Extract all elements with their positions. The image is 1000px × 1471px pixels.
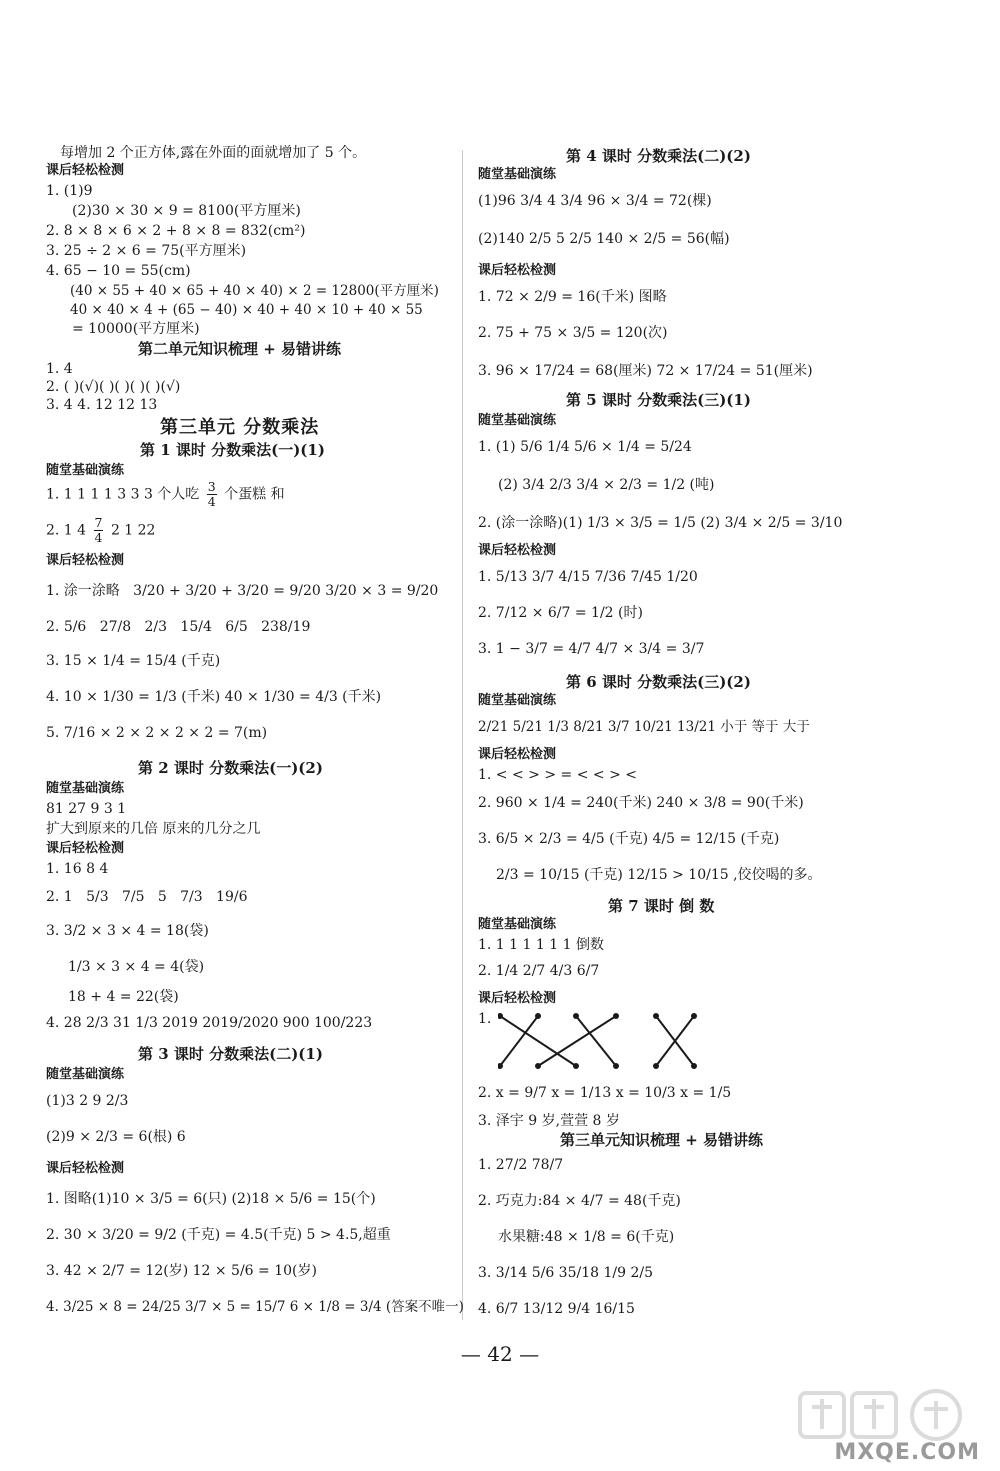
section-label: 随堂基础演练: [46, 463, 125, 478]
answer-text: 5/3: [86, 889, 109, 905]
answer-line: [46, 888, 247, 906]
section-label: 随堂基础演练: [478, 167, 557, 182]
answer-line: 3. 96 × 17/24 = 68(厘米) 72 × 17/24 = 51(厘米): [478, 363, 813, 379]
text-line: (40 × 55 + 40 × 65 + 40 × 40) × 2 = 12800(平方厘米): [70, 283, 439, 299]
answer-line: 2. (涂一涂略)(1) 1/3 × 3/5 = 1/5 (2) 3/4 × 2/5 = 3/10: [478, 515, 843, 531]
answer-line: 5. 7/16 × 2 × 2 × 2 × 2 = 7(m): [46, 725, 268, 741]
answer-line: 2. 巧克力:84 × 4/7 = 48(千克): [478, 1193, 681, 1209]
answer-line: [46, 480, 285, 509]
text-line: 1. (1)9: [46, 183, 93, 199]
text-line: = 10000(平方厘米): [72, 321, 200, 337]
text-line: 40 × 40 × 4 + (65 − 40) × 40 + 40 × 10 + 40 × 55: [70, 302, 423, 318]
answer-text: 1. 涂一涂略: [46, 583, 120, 599]
answer-line: 3. 15 × 1/4 = 15/4 (千克): [46, 653, 221, 669]
answer-line: (2) 3/4 2/3 3/4 × 2/3 = 1/2 (吨): [498, 477, 715, 493]
answer-line: 2/3 = 10/15 (千克) 12/15 > 10/15 ,佼佼喝的多。: [496, 867, 822, 883]
answer-text: 7/3: [180, 889, 203, 905]
column-divider: [462, 150, 463, 1320]
answer-text: 1. 1 1 1 1 3 3 3 个人吃: [46, 486, 200, 503]
text-line: 2. 8 × 8 × 6 × 2 + 8 × 8 = 832(cm²): [46, 223, 306, 239]
denominator: 4: [94, 530, 103, 545]
answer-line: 1. (1) 5/6 1/4 5/6 × 1/4 = 5/24: [478, 439, 692, 455]
answer-line: [46, 582, 438, 600]
lesson-heading: 第 1 课时 分数乘法(一)(1): [140, 441, 325, 459]
answer-text: 5/6: [63, 619, 87, 635]
answer-line: [46, 516, 155, 545]
answer-line: 3. 3/2 × 3 × 4 = 18(袋): [46, 923, 209, 939]
answer-line: 1. 5/13 3/7 4/15 7/36 7/45 1/20: [478, 569, 698, 585]
section-label: 课后轻松检测: [46, 841, 125, 856]
section-label: 课后轻松检测: [46, 163, 125, 178]
answer-text: 5: [157, 889, 167, 905]
section-label: 课后轻松检测: [46, 1161, 125, 1176]
answer-line: 2. 30 × 3/20 = 9/2 (千克) = 4.5(千克) 5 > 4.5,超重: [46, 1227, 391, 1243]
answer-text: 15/4: [180, 619, 212, 635]
text-line: 3. 4 4. 12 12 13: [46, 397, 158, 413]
answer-line: 18 + 4 = 22(袋): [68, 989, 179, 1005]
answer-line: 1. 图略(1)10 × 3/5 = 6(只) (2)18 × 5/6 = 15(个): [46, 1191, 376, 1207]
answer-text: 个蛋糕 和: [224, 486, 285, 503]
text-line: 1. 4: [46, 361, 73, 377]
answer-line: 4. 10 × 1/30 = 1/3 (千米) 40 × 1/30 = 4/3 (千米): [46, 689, 382, 705]
answer-line: 2. 75 + 75 × 3/5 = 120(次): [478, 325, 668, 341]
answer-line: 1. 16 8 4: [46, 861, 109, 877]
numerator: 3: [207, 479, 216, 494]
text-line: 4. 65 − 10 = 55(cm): [46, 263, 191, 279]
answer-text: 19/6: [216, 889, 248, 905]
unit-heading: 第三单元 分数乘法: [160, 417, 320, 438]
answer-line: 2/21 5/21 1/3 8/21 3/7 10/21 13/21 小于 等于 大于: [478, 719, 810, 735]
lesson-heading: 第 7 课时 倒 数: [608, 897, 715, 915]
answer-line: 1. < < > > = < < > <: [478, 767, 637, 783]
fraction: [207, 480, 217, 509]
answer-text: 2. 1: [46, 889, 73, 905]
denominator: 4: [207, 494, 216, 509]
answer-text: 3/20 + 3/20 + 3/20 = 9/20 3/20 × 3 = 9/20: [133, 583, 439, 599]
watermark-text: MXQE.COM: [834, 1440, 980, 1465]
answer-text: 2. 1 4: [46, 522, 87, 539]
answer-line: 2. 960 × 1/4 = 240(千米) 240 × 3/8 = 90(千米): [478, 795, 804, 811]
answer-line: 1. 27/2 78/7: [478, 1157, 564, 1173]
answer-line: (1)96 3/4 4 3/4 96 × 3/4 = 72(棵): [478, 193, 712, 209]
lesson-heading: 第 3 课时 分数乘法(二)(1): [138, 1045, 323, 1063]
answer-line: 1. 1 1 1 1 1 1 倒数: [478, 937, 604, 953]
answer-line: 4. 3/25 × 8 = 24/25 3/7 × 5 = 15/7 6 × 1/8 = 3/4 (答案不唯一): [46, 1299, 464, 1315]
answer-line: 扩大到原来的几倍 原来的几分之几: [46, 821, 261, 837]
text-line: 3. 25 ÷ 2 × 6 = 75(平方厘米): [46, 243, 247, 259]
section-label: 课后轻松检测: [478, 747, 557, 762]
text-line: (2)30 × 30 × 9 = 8100(平方厘米): [72, 203, 301, 219]
answer-text: 6/5: [225, 619, 248, 635]
answer-line: 3. 6/5 × 2/3 = 4/5 (千克) 4/5 = 12/15 (千克): [478, 831, 780, 847]
matching-diagram: [498, 1012, 738, 1072]
section-label: 课后轻松检测: [478, 543, 557, 558]
answer-line: 3. 泽宇 9 岁,萱萱 8 岁: [478, 1113, 620, 1129]
answer-line: 2. 7/12 × 6/7 = 1/2 (时): [478, 605, 643, 621]
section-heading: 第三单元知识梳理 + 易错讲练: [560, 1131, 764, 1149]
answer-line: 4. 6/7 13/12 9/4 16/15: [478, 1301, 635, 1317]
answer-text: 2 1 22: [110, 522, 156, 539]
answer-line: 2. 1/4 2/7 4/3 6/7: [478, 963, 600, 979]
section-label: 随堂基础演练: [478, 917, 557, 932]
numerator: 7: [94, 515, 103, 530]
section-label: 随堂基础演练: [46, 1067, 125, 1082]
section-label: 随堂基础演练: [478, 693, 557, 708]
answer-line: 1/3 × 3 × 4 = 4(袋): [68, 959, 205, 975]
answer-line: 3. 42 × 2/7 = 12(岁) 12 × 5/6 = 10(岁): [46, 1263, 317, 1279]
answer-line: 3. 1 − 3/7 = 4/7 4/7 × 3/4 = 3/7: [478, 641, 705, 657]
answer-line: (2)9 × 2/3 = 6(根) 6: [46, 1129, 186, 1145]
lesson-heading: 第 6 课时 分数乘法(三)(2): [566, 673, 751, 691]
answer-line: (1)3 2 9 2/3: [46, 1093, 129, 1109]
answer-line: 水果糖:48 × 1/8 = 6(千克): [498, 1229, 675, 1245]
section-label: 课后轻松检测: [46, 553, 125, 568]
text-line: 每增加 2 个正方体,露在外面的面就增加了 5 个。: [60, 145, 367, 161]
lesson-heading: 第 4 课时 分数乘法(二)(2): [566, 147, 751, 165]
answer-line: 3. 3/14 5/6 35/18 1/9 2/5: [478, 1265, 653, 1281]
answer-line: 2. x = 9/7 x = 1/13 x = 10/3 x = 1/5: [478, 1085, 732, 1101]
section-label: 课后轻松检测: [478, 263, 557, 278]
lesson-heading: 第 2 课时 分数乘法(一)(2): [138, 759, 323, 777]
answer-line: (2)140 2/5 5 2/5 140 × 2/5 = 56(幅): [478, 231, 730, 247]
answer-text: 2/3: [144, 619, 168, 635]
answer-text: 238/19: [261, 619, 311, 635]
section-label: 随堂基础演练: [478, 413, 557, 428]
lesson-heading: 第 5 课时 分数乘法(三)(1): [566, 391, 751, 409]
section-label: 课后轻松检测: [478, 991, 557, 1006]
section-heading: 第二单元知识梳理 + 易错讲练: [138, 340, 342, 358]
answer-line: 81 27 9 3 1: [46, 801, 127, 817]
text-line: 2. ( )(√)( )( )( )( )(√): [46, 379, 181, 395]
answer-text: 27/8: [99, 619, 132, 635]
fraction: [94, 516, 104, 545]
section-label: 随堂基础演练: [46, 781, 125, 796]
answer-line: 4. 28 2/3 31 1/3 2019 2019/2020 900 100/223: [46, 1015, 373, 1031]
answer-text: 7/5: [121, 889, 145, 905]
answer-line: 1.: [478, 1011, 492, 1027]
answer-line: [46, 618, 310, 636]
answer-line: 1. 72 × 2/9 = 16(千米) 图略: [478, 289, 667, 305]
page-number: — 42 —: [460, 1342, 540, 1366]
answer-text: 2.: [46, 619, 60, 635]
